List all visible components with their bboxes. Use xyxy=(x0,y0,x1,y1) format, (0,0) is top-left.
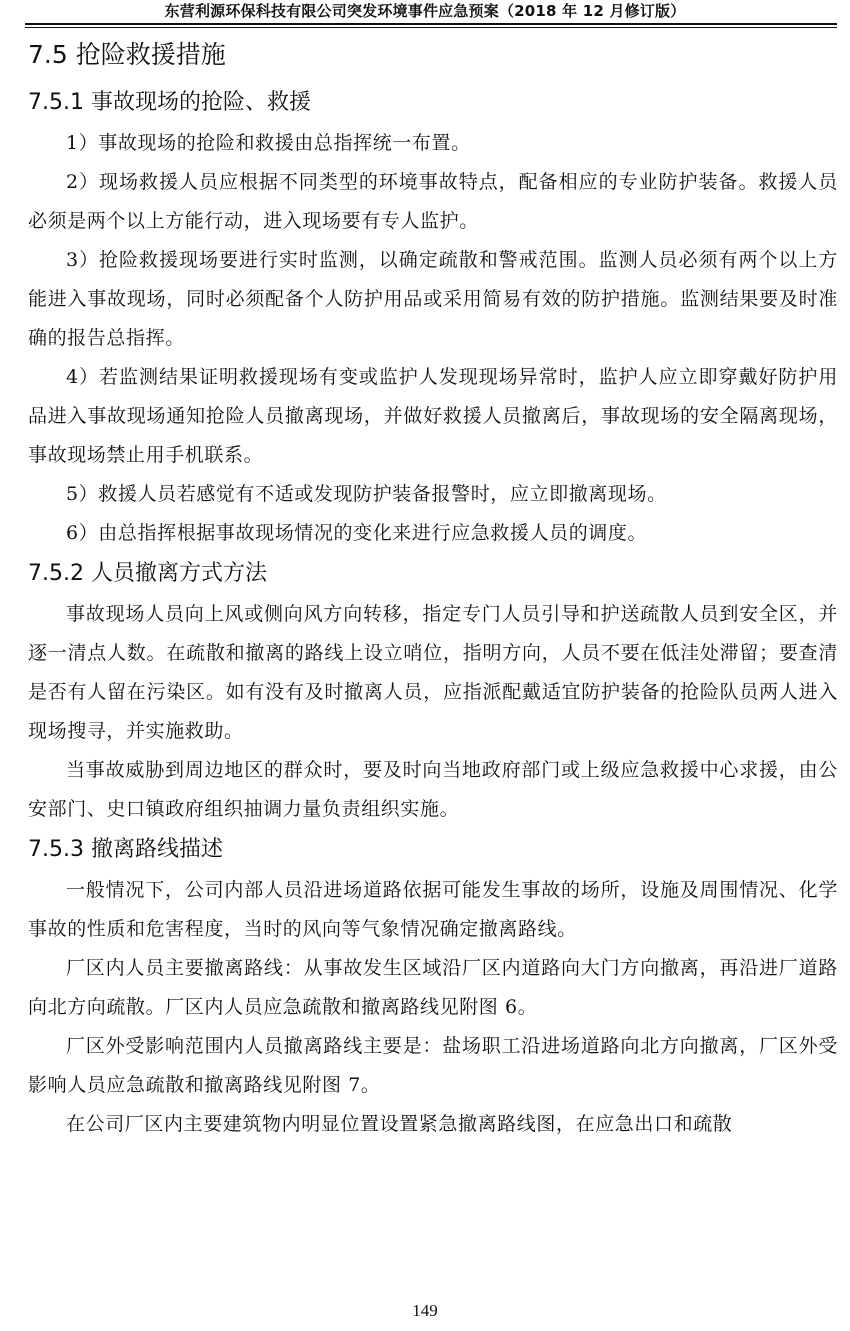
paragraph: 2）现场救援人员应根据不同类型的环境事故特点，配备相应的专业防护装备。救援人员必须是两个以上方能行动，进入现场要有专人监护。 xyxy=(28,171,838,232)
section-heading-7-5: 7.5 抢险救援措施 xyxy=(28,40,226,69)
running-header: 东营利源环保科技有限公司突发环境事件应急预案（2018 年 12 月修订版） xyxy=(164,2,686,20)
section-heading-7-5-1: 7.5.1 事故现场的抢险、救援 xyxy=(28,90,311,115)
page-number: 149 xyxy=(412,1301,438,1320)
paragraph: 一般情况下，公司内部人员沿进场道路依据可能发生事故的场所，设施及周围情况、化学事故的性质和危害程度，当时的风向等气象情况确定撤离路线。 xyxy=(28,879,838,940)
paragraph: 当事故威胁到周边地区的群众时，要及时向当地政府部门或上级应急救援中心求援，由公安部门、史口镇政府组织抽调力量负责组织实施。 xyxy=(28,759,838,820)
section-heading-7-5-2: 7.5.2 人员撤离方式方法 xyxy=(28,561,267,586)
header-rule-thin xyxy=(25,27,837,28)
paragraph: 6）由总指挥根据事故现场情况的变化来进行应急救援人员的调度。 xyxy=(66,522,648,544)
page-content xyxy=(28,34,838,1144)
section-heading-7-5-3: 7.5.3 撤离路线描述 xyxy=(28,837,223,862)
paragraph: 4）若监测结果证明救援现场有变或监护人发现现场异常时，监护人应立即穿戴好防护用品进入事故现场通知抢险人员撤离现场，并做好救援人员撤离后，事故现场的安全隔离现场，事故现场禁止用手机联系。 xyxy=(28,366,838,466)
paragraph: 在公司厂区内主要建筑物内明显位置设置紧急撤离路线图，在应急出口和疏散 xyxy=(66,1113,733,1135)
paragraph: 事故现场人员向上风或侧向风方向转移，指定专门人员引导和护送疏散人员到安全区，并逐一清点人数。在疏散和撤离的路线上设立哨位，指明方向，人员不要在低洼处滞留；要查清是否有人留在污染区。如有没有及时撤离人员，应指派配戴适宜防护装备的抢险队员两人进入现场搜寻，并实施救助。 xyxy=(28,603,838,742)
header-rule xyxy=(25,23,837,25)
paragraph: 厂区外受影响范围内人员撤离路线主要是：盐场职工沿进场道路向北方向撤离，厂区外受影响人员应急疏散和撤离路线见附图 7。 xyxy=(28,1035,838,1096)
paragraph: 1）事故现场的抢险和救援由总指挥统一布置。 xyxy=(66,132,471,154)
paragraph: 5）救援人员若感觉有不适或发现防护装备报警时，应立即撤离现场。 xyxy=(66,483,667,505)
paragraph: 3）抢险救援现场要进行实时监测，以确定疏散和警戒范围。监测人员必须有两个以上方能进入事故现场，同时必须配备个人防护用品或采用简易有效的防护措施。监测结果要及时准确的报告总指挥。 xyxy=(28,249,838,349)
paragraph: 厂区内人员主要撤离路线：从事故发生区域沿厂区内道路向大门方向撤离，再沿进厂道路向北方向疏散。厂区内人员应急疏散和撤离路线见附图 6。 xyxy=(28,957,838,1018)
